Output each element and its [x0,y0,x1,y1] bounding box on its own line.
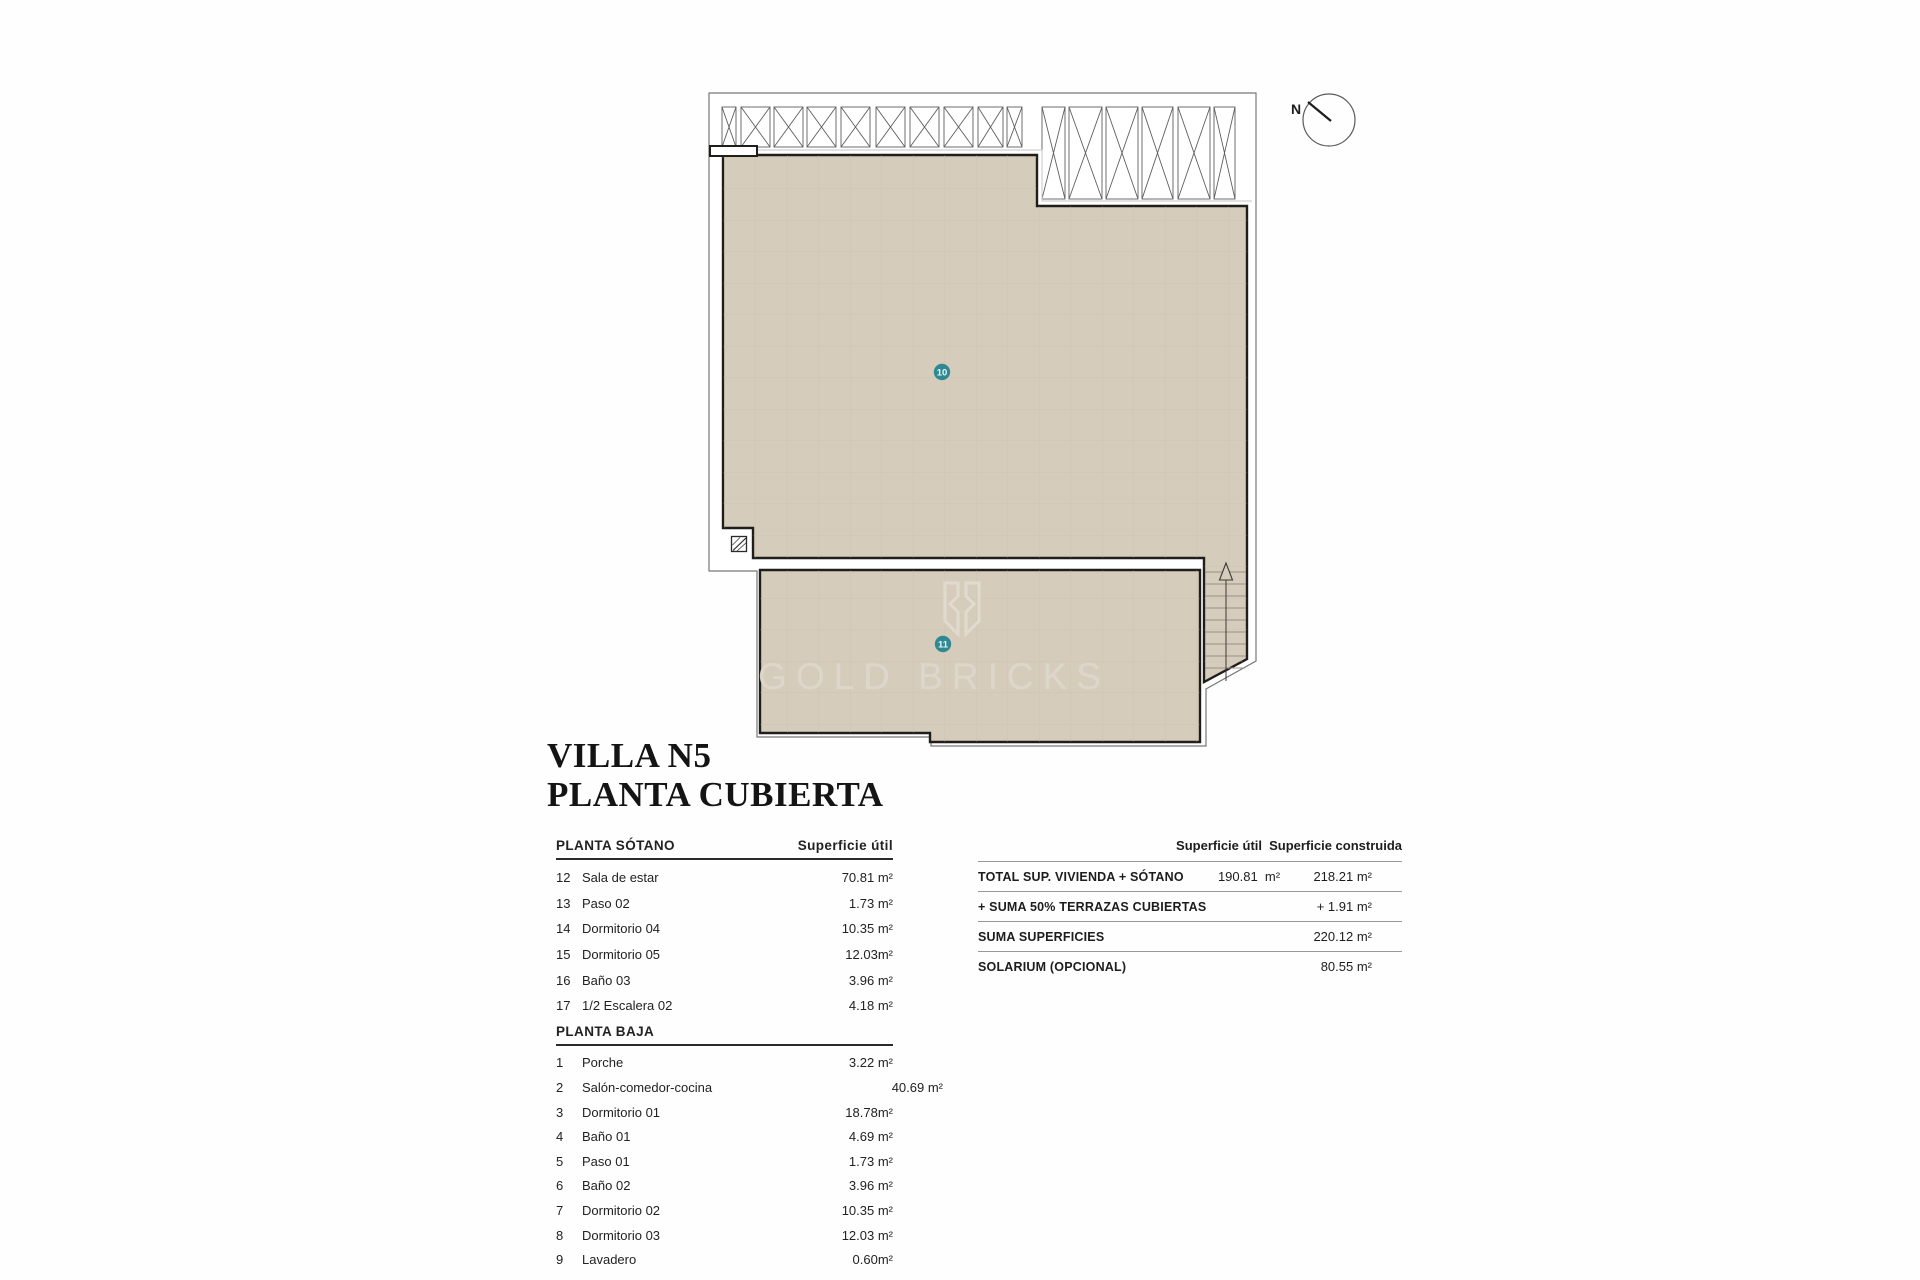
table-row-suma-superficies: SUMA SUPERFICIES 220.12 m² [978,922,1402,952]
plan-level-name: PLANTA CUBIERTA [547,775,884,814]
svg-text:10: 10 [936,367,948,379]
room-areas-table [556,838,943,1272]
table-section-header-baja [556,1024,893,1046]
section-title: PLANTA SÓTANO [556,838,675,853]
column-header-superficie-util: Superficie útil [797,838,893,853]
table-row-terrazas: + SUMA 50% TERRAZAS CUBIERTAS + 1.91 m² [978,892,1402,922]
table-row: 1 Porche 3.22 m² [556,1055,893,1071]
table-row: 5 Paso 01 1.73 m² [556,1153,893,1169]
column-header-superficie-construida: Superficie construida [1269,838,1402,853]
section-title: PLANTA BAJA [556,1023,655,1039]
table-row: 14 Dormitorio 04 10.35 m² [556,921,893,937]
table-row: 4 Baño 01 4.69 m² [556,1129,893,1145]
svg-text:11: 11 [937,639,949,651]
table-row: 9 Lavadero 0.60m² [556,1252,893,1268]
table-row: 3 Dormitorio 01 18.78m² [556,1104,893,1120]
table-row: 15 Dormitorio 05 12.03m² [556,947,893,963]
north-compass-icon [1291,94,1355,146]
column-header-superficie-util: Superficie útil [1176,838,1262,853]
table-row: 7 Dormitorio 02 10.35 m² [556,1202,893,1218]
totals-header-row [978,838,1402,862]
table-row: 8 Dormitorio 03 12.03 m² [556,1227,893,1243]
totals-table [978,838,1402,981]
page-title [547,736,884,814]
floor-plan-drawing [690,80,1380,780]
table-row: 6 Baño 02 3.96 m² [556,1178,893,1194]
table-row: 16 Baño 03 3.96 m² [556,972,893,988]
sotano-rows [556,860,893,1019]
table-section-header-sotano [556,838,893,860]
baja-rows [556,1046,943,1272]
table-row-solarium: SOLARIUM (OPCIONAL) 80.55 m² [978,959,1372,974]
room-badge-11 [935,636,951,652]
roof-top-left-step [710,146,757,156]
table-row: 17 1/2 Escalera 02 4.18 m² [556,998,893,1014]
table-row: 2 Salón-comedor-cocina 40.69 m² [556,1079,943,1095]
gold-bricks-watermark: GOLD BRICKS [758,656,1110,697]
roof-drain-icon [732,537,748,552]
table-row: 12 Sala de estar 70.81 m² [556,870,893,886]
svg-text:N: N [1291,101,1302,117]
villa-name: VILLA N5 [547,736,712,775]
table-row: 13 Paso 02 1.73 m² [556,895,893,911]
room-badge-10 [934,364,950,380]
table-row-total-vivienda: TOTAL SUP. VIVIENDA + SÓTANO 190.81 m² 218.21 m² [978,862,1402,892]
